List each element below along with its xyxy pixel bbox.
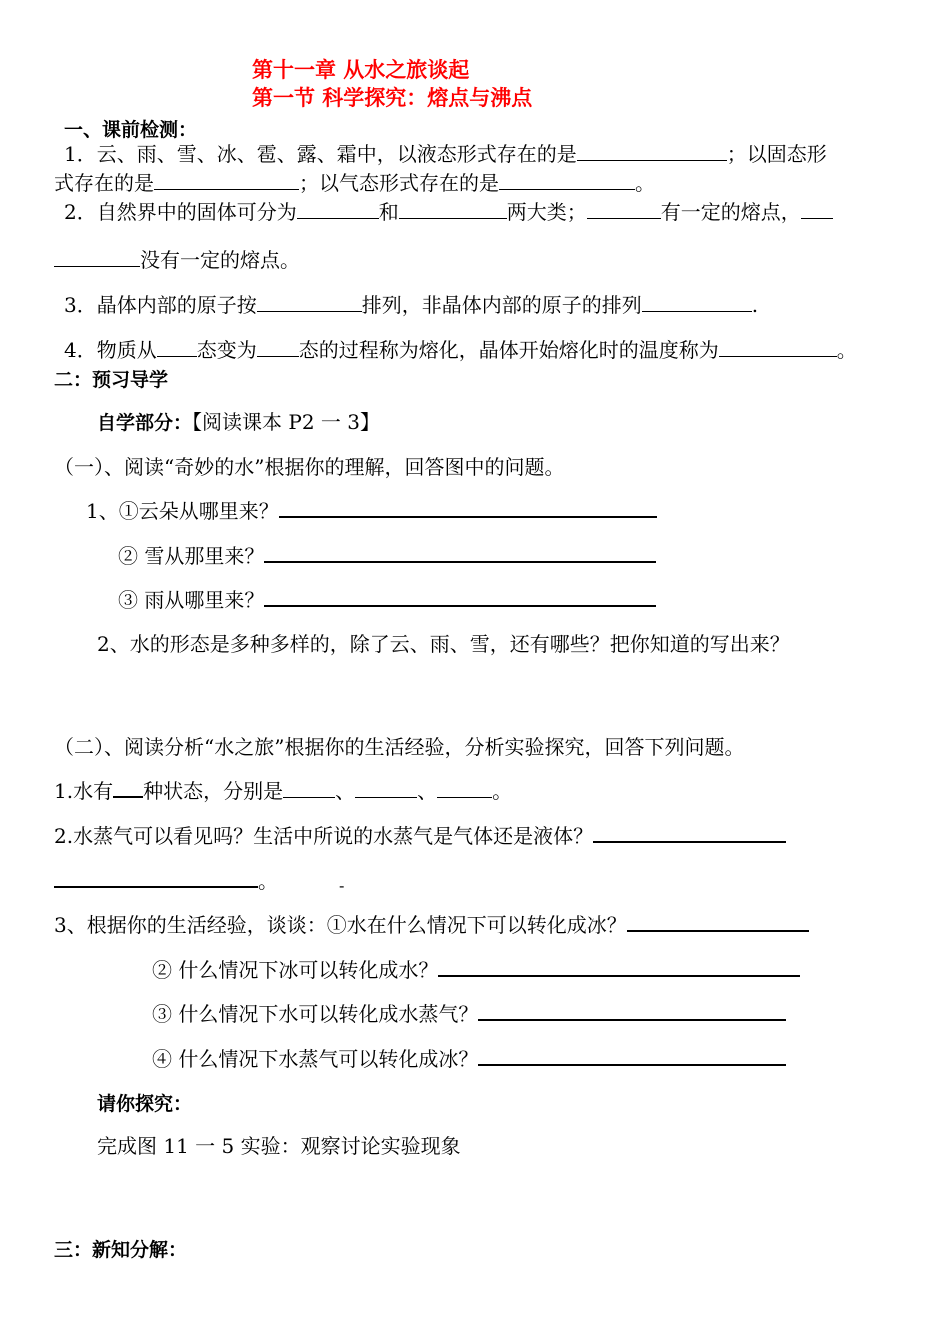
part1-heading: 一、课前检测： xyxy=(64,119,198,141)
question-text: 。 xyxy=(836,338,857,362)
part3-heading: 三：新知分解： xyxy=(54,1239,188,1261)
question-text: 4．物质从 xyxy=(64,338,157,362)
explore-label: 请你探究： xyxy=(97,1093,193,1115)
answer-blank[interactable] xyxy=(719,336,837,357)
answer-blank[interactable] xyxy=(264,541,656,563)
question-water-to-ice xyxy=(54,910,809,939)
answer-blank[interactable] xyxy=(593,821,786,843)
question-text: 、 xyxy=(417,779,438,803)
answer-blank[interactable] xyxy=(627,910,809,932)
answer-blank[interactable] xyxy=(801,198,833,219)
answer-blank[interactable] xyxy=(355,777,417,798)
question-text: 、 xyxy=(335,779,356,803)
question-text: 两大类； xyxy=(506,200,587,224)
subsection-1-intro: （一）、阅读“奇妙的水”根据你的理解，回答图中的问题。 xyxy=(54,455,565,479)
answer-blank[interactable] xyxy=(113,776,143,798)
question-text: 没有一定的熔点。 xyxy=(140,248,300,272)
question-text: 排列，非晶体内部的原子的排列 xyxy=(361,293,642,317)
answer-blank[interactable] xyxy=(154,169,299,190)
question-text: 和 xyxy=(378,200,399,224)
question-text: 种状态，分别是 xyxy=(143,779,284,803)
question-text: 有一定的熔点， xyxy=(660,200,801,224)
question-text: 态变为 xyxy=(196,338,257,362)
question-text: ；以固态形 xyxy=(726,142,827,166)
answer-blank[interactable] xyxy=(297,198,379,219)
question-3 xyxy=(64,291,758,319)
question-text: ② 什么情况下冰可以转化成水？ xyxy=(152,958,439,982)
question-ice-to-water xyxy=(152,955,800,984)
question-4 xyxy=(64,336,857,364)
question-text: 2.水蒸气可以看见吗？生活中所说的水蒸气是气体还是液体？ xyxy=(54,824,594,848)
question-rain xyxy=(118,585,656,614)
answer-blank[interactable] xyxy=(279,496,657,518)
answer-blank[interactable] xyxy=(283,777,335,798)
question-text: ③ 什么情况下水可以转化成水蒸气？ xyxy=(152,1002,479,1026)
question-text: 。 xyxy=(258,869,278,893)
question-2-line-1 xyxy=(64,198,833,226)
question-text: 3、根据你的生活经验，谈谈：①水在什么情况下可以转化成冰？ xyxy=(54,913,627,937)
question-text: 1.水有 xyxy=(54,779,114,803)
subsection-2-intro: （二）、阅读分析“水之旅”根据你的生活经验，分析实验探究，回答下列问题。 xyxy=(54,735,745,759)
answer-blank[interactable] xyxy=(399,198,507,219)
question-text: ② 雪从那里来？ xyxy=(118,544,265,568)
answer-blank[interactable] xyxy=(257,291,362,312)
question-vapor-to-ice xyxy=(152,1044,786,1073)
question-water-vapor-line-2 xyxy=(54,866,278,895)
question-text: . xyxy=(751,293,759,317)
question-text: 3．晶体内部的原子按 xyxy=(64,293,257,317)
chapter-title: 第十一章 从水之旅谈起 xyxy=(252,58,470,82)
self-study-reference: 【阅读课本 P2 一 3】 xyxy=(192,410,380,434)
section-title: 第一节 科学探究：熔点与沸点 xyxy=(252,86,533,110)
question-text: 1、①云朵从哪里来？ xyxy=(86,499,279,523)
question-2-line-2 xyxy=(54,246,300,274)
answer-blank[interactable] xyxy=(478,1044,786,1066)
question-cloud xyxy=(86,496,657,525)
self-study-label: 自学部分： xyxy=(97,412,193,434)
question-1-line-1 xyxy=(64,140,827,168)
question-text: 式存在的是 xyxy=(54,171,154,195)
question-text: 。 xyxy=(635,171,655,195)
question-snow xyxy=(118,541,656,570)
question-water-forms: 2、水的形态是多种多样的，除了云、雨、雪，还有哪些？把你知道的写出来？ xyxy=(97,632,790,656)
question-water-vapor xyxy=(54,821,786,850)
answer-blank[interactable] xyxy=(54,246,140,267)
self-study-line xyxy=(97,408,380,437)
question-text: ；以气态形式存在的是 xyxy=(299,171,499,195)
answer-blank[interactable] xyxy=(54,866,258,888)
question-text: ③ 雨从哪里来？ xyxy=(118,588,265,612)
answer-blank[interactable] xyxy=(587,198,661,219)
stray-dash: - xyxy=(339,876,345,895)
question-water-to-vapor xyxy=(152,999,786,1028)
explore-text: 完成图 11 一 5 实验：观察讨论实验现象 xyxy=(97,1134,461,1158)
answer-blank[interactable] xyxy=(257,336,299,357)
answer-blank[interactable] xyxy=(437,777,492,798)
question-text: 1．云、雨、雪、冰、雹、露、霜中，以液态形式存在的是 xyxy=(64,142,577,166)
question-water-states xyxy=(54,776,512,805)
answer-blank[interactable] xyxy=(478,999,786,1021)
question-text: 。 xyxy=(492,779,513,803)
answer-blank[interactable] xyxy=(499,169,635,190)
answer-blank[interactable] xyxy=(264,585,656,607)
answer-blank[interactable] xyxy=(438,955,800,977)
question-text: 态的过程称为熔化，晶体开始熔化时的温度称为 xyxy=(298,338,719,362)
answer-blank[interactable] xyxy=(577,140,727,161)
part2-heading: 二：预习导学 xyxy=(54,369,169,391)
answer-blank[interactable] xyxy=(157,336,197,357)
question-text: ④ 什么情况下水蒸气可以转化成冰？ xyxy=(152,1047,479,1071)
question-text: 2．自然界中的固体可分为 xyxy=(64,200,297,224)
question-1-line-2 xyxy=(54,169,655,197)
answer-blank[interactable] xyxy=(642,291,752,312)
